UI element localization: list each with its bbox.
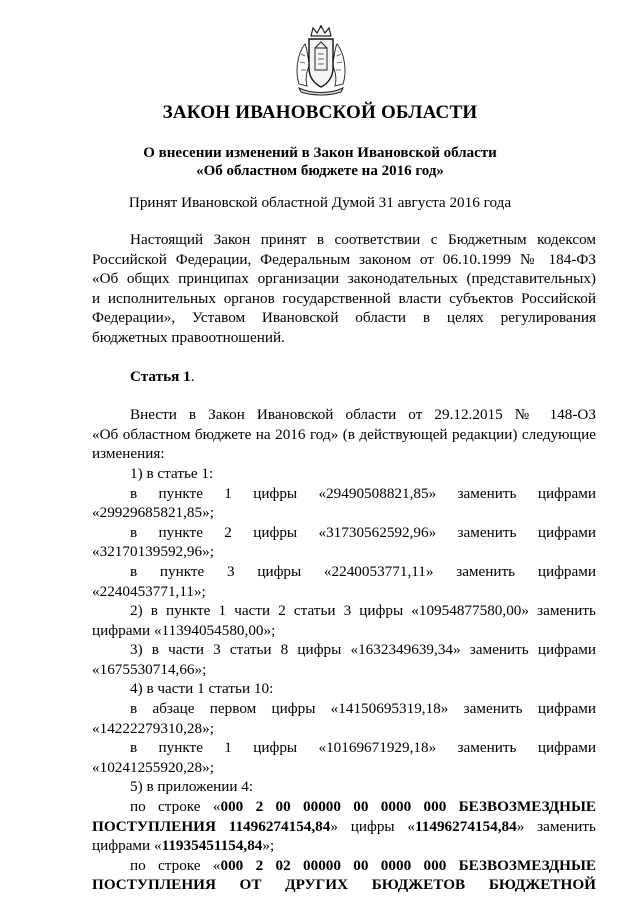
list-item: «10241255920,28»;: [92, 758, 214, 776]
article-intro: [92, 405, 596, 464]
list-item: 4) в части 1 статьи 10:: [130, 680, 274, 698]
list-item: цифрами «11394054580,00»;: [92, 621, 276, 639]
article-label: Статья 1: [130, 367, 191, 385]
list-item: [92, 836, 596, 856]
row-new-value: 11935451154,84: [161, 837, 263, 855]
list-item: 2) в пункте 1 части 2 статьи 3 цифры «10954877580,00» заменить: [130, 602, 596, 620]
row-text: цифрами «: [92, 837, 162, 855]
preamble-line: Федерации», Уставом Ивановской области в целях регулирования: [92, 309, 596, 327]
intro-line: Внести в Закон Ивановской области от 29.12.2015 № 148-ОЗ: [130, 406, 596, 424]
document-subtitle: [0, 144, 640, 180]
row-code: ПОСТУПЛЕНИЯ ОТ ДРУГИХ БЮДЖЕТОВ БЮДЖЕТНОЙ: [92, 876, 596, 894]
subtitle-line-2: «Об областном бюджете на 2016 год»: [196, 163, 444, 179]
intro-line: изменения:: [92, 445, 165, 463]
row-text: по строке «: [130, 798, 221, 816]
list-item: «32170139592,96»;: [92, 543, 214, 561]
list-item: 5) в приложении 4:: [130, 778, 254, 796]
row-text: »;: [262, 837, 275, 855]
article-dot: .: [190, 367, 195, 385]
list-item: «14222279310,28»;: [92, 719, 214, 737]
preamble-line: «Об общих принципах организации законодательных (представительных): [92, 270, 596, 288]
row-text: по строке «: [130, 856, 221, 874]
ivanovo-coat-of-arms-icon: [293, 24, 349, 96]
row-text: » цифры «: [330, 817, 416, 835]
list-item: в пункте 1 цифры «29490508821,85» заменить цифрами: [130, 484, 596, 502]
row-code: 000 2 00 00000 00 0000 000 БЕЗВОЗМЕЗДНЫЕ: [220, 798, 596, 816]
preamble-line: и исполнительных органов государственной власти субъектов Российской: [92, 289, 596, 307]
document-title: ЗАКОН ИВАНОВСКОЙ ОБЛАСТИ: [162, 102, 478, 123]
preamble-line: Настоящий Закон принят в соответствии с Бюджетным кодексом: [130, 231, 596, 248]
list-item: 1) в статье 1:: [130, 464, 214, 482]
list-item: в пункте 1 цифры «10169671929,18» заменить цифрами: [130, 739, 596, 757]
list-item: [92, 856, 596, 876]
list-item: «2240453771,11»;: [92, 582, 206, 600]
list-item: в пункте 2 цифры «31730562592,96» заменить цифрами: [130, 523, 596, 541]
preamble-line: бюджетных правоотношений.: [92, 328, 285, 346]
article-heading: [92, 367, 596, 387]
list-item: [92, 817, 596, 837]
law-body: [92, 230, 596, 895]
row-code: ПОСТУПЛЕНИЯ 11496274154,84: [92, 817, 331, 835]
row-code: 000 2 02 00000 00 0000 000 БЕЗВОЗМЕЗДНЫЕ: [220, 856, 596, 874]
subtitle-line-1: О внесении изменений в Закон Ивановской области: [143, 145, 497, 161]
list-item: «29929685821,85»;: [92, 504, 214, 522]
list-item: в абзаце первом цифры «14150695319,18» заменить цифрами: [130, 700, 596, 718]
intro-line: «Об областном бюджете на 2016 год» (в действующей редакции) следующие: [92, 425, 596, 443]
list-item: 3) в части 3 статьи 8 цифры «1632349639,34» заменить цифрами: [130, 641, 596, 659]
preamble-paragraph: [92, 230, 596, 348]
row-old-value: 11496274154,84: [415, 817, 517, 835]
adoption-note: Принят Ивановской областной Думой 31 августа 2016 года: [128, 194, 512, 211]
list-item: [92, 797, 596, 817]
list-item: «1675530714,66»;: [92, 660, 207, 678]
preamble-line: Российской Федерации, Федеральным законом от 06.10.1999 № 184-ФЗ: [92, 250, 596, 268]
row-text: » заменить: [516, 817, 596, 835]
list-item: в пункте 3 цифры «2240053771,11» заменить цифрами: [130, 562, 596, 580]
